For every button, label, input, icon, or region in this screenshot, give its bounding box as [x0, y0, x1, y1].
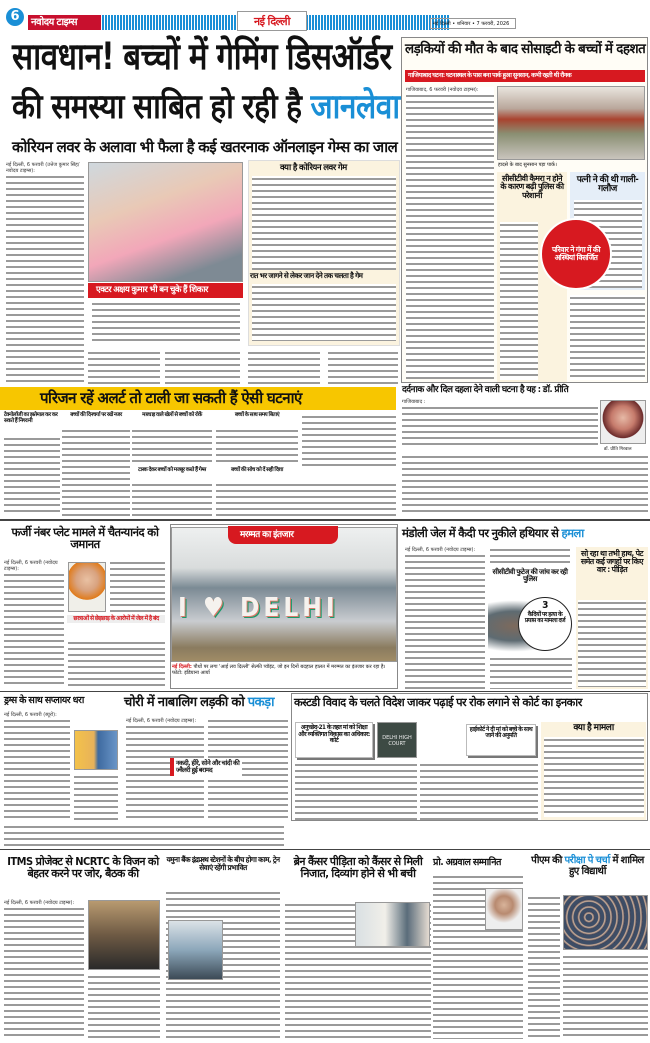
lead-box-text-2 — [252, 284, 396, 341]
drugs-body: नई दिल्ली, 6 फरवरी (ब्यूरो): — [4, 712, 70, 822]
repair-caption: नई दिल्ली: पौधों पर लगा 'आई लव दिल्ली' सेल्फी प्वॉइंट, जो इन दिनों बदहाल हालत में मरम्मत का इंतजार कर रहा है। फोटो: इंडियाना आर्या — [172, 664, 386, 676]
itms-body: नई दिल्ली, 6 फरवरी (नवोदय टाइम्स): — [4, 900, 84, 1039]
lead-subhead: कोरियन लवर के अलावा भी फैला है कई खतरनाक ऑनलाइन गेम्स का जाल — [12, 138, 398, 156]
ghaziabad-photo-caption: हादसे के बाद सुनसान पड़ा पार्क। — [498, 162, 557, 168]
repair-tag: मरम्मत का इंतजार — [228, 526, 338, 544]
lead-body-col1: नई दिल्ली, 6 फरवरी (उत्तेज कुमार सिंह/नवोदय टाइम्स): — [6, 162, 84, 384]
pm-body-2 — [563, 954, 648, 1039]
bail-photo-label: छात्राओं से छेड़छाड़ के आरोपों में जेल में है बंद — [67, 615, 165, 623]
bail-photo — [68, 562, 106, 612]
pm-body — [528, 895, 560, 1039]
drugs-headline: ड्रग्स के साथ सप्लायर धरा — [4, 695, 84, 706]
lead-lower-col4 — [216, 428, 298, 466]
masthead-logo: नवोदय टाइम्स — [28, 15, 101, 30]
itms-headline: ITMS प्रोजेक्ट से NCRTC के विजन को बेहतर करने पर जोर, बैठक की — [7, 855, 159, 880]
lead-subhead-2: बच्चों की दिनचर्या पर रखें नजर — [70, 412, 122, 418]
custody-headline: कस्टडी विवाद के चलते विदेश जाकर पढ़ाई पर रोक लगाने से कोर्ट का इनकार — [294, 696, 582, 709]
expert-headline: दर्दनाक और दिल दहला देने वाली घटना है यह : डॉ. प्रीति — [402, 385, 569, 395]
bail-body-1: नई दिल्ली, 6 फरवरी (नवोदय टाइम्स): — [4, 560, 64, 688]
pm-photo — [563, 895, 648, 950]
lead-lower-col6 — [302, 414, 396, 468]
itms-photo — [88, 900, 160, 970]
expert-photo-caption: डॉ. प्रीति गिरवाल — [604, 447, 632, 452]
lead-caption-text — [92, 301, 240, 341]
lead-subhead-5: बच्चों के साथ समय बिताएं — [234, 412, 280, 418]
custody-body-1 — [295, 762, 417, 820]
custody-box1: अनुच्छेद-21 के तहत मां को शिक्षा और व्यक्तिगत विकास का अधिकार: कोर्ट — [295, 722, 373, 758]
lead-lower-col5 — [216, 482, 396, 516]
repair-sign: I ♥ DELHI — [178, 593, 339, 623]
lead-lower-col3b — [132, 482, 212, 516]
ghaziabad-box2-title: पत्नी ने की थी गाली-गलौज — [576, 175, 639, 195]
lead-subhead-3: मारधाड़ वाले खेलों से बच्चों को रोकें — [142, 412, 202, 418]
lead-subhead-6: बच्चों की सोच को दें सही दिशा — [231, 467, 283, 473]
repair-frame — [170, 524, 398, 689]
ghaziabad-headline: लड़कियों की मौत के बाद सोसाइटी के बच्चों में दहशत — [405, 41, 646, 57]
divider-2 — [0, 691, 650, 692]
expert-body-2 — [402, 454, 648, 514]
header-dateline: नई दिल्ली • शनिवार • 7 फरवरी, 2026 — [430, 18, 516, 29]
cancer-headline: ब्रेन कैंसर पीड़िता को कैंसर से मिली निजात, दिव्यांग होने से भी बची — [293, 855, 423, 880]
bail-body-3 — [68, 640, 165, 688]
custody-box3-title: क्या है मामला — [573, 723, 614, 733]
lead-headline-1: सावधान! बच्चों में गेमिंग डिसऑर्डर — [12, 35, 392, 78]
lead-subhead-4: टास्क देकर बच्चों को मजबूर करते हैं गेम्स — [138, 467, 206, 473]
lead-body-col2 — [88, 350, 160, 384]
ghaziabad-strap: गाजियाबाद घटना: घटनास्थल के पास बना पार्क हुआ सुनसान, कभी रहती थी रौनक — [405, 70, 645, 82]
theft-body-1: नई दिल्ली, 6 फरवरी (नवोदय टाइम्स): — [126, 718, 204, 822]
pm-headline: पीएम की परीक्षा पे चर्चा में शामिल हुए विद्यार्थी — [531, 855, 644, 877]
lead-lower-col1 — [4, 436, 60, 516]
agrawal-photo — [485, 888, 523, 930]
ghaziabad-box1-text — [500, 222, 538, 380]
cancer-photo — [355, 902, 430, 947]
custody-body-2 — [420, 762, 538, 820]
lead-body-col5 — [328, 350, 398, 384]
custody-court-photo: DELHI HIGH COURT — [377, 722, 417, 758]
lead-box-title: क्या है कोरियन लवर गेम — [280, 163, 347, 173]
drugs-body-2 — [74, 774, 118, 822]
custody-box2: हाईकोर्ट ने दी मां को बच्चे के साथ जाने की अनुमति — [466, 724, 536, 756]
mandoli-subhead: सीसीटीवी फुटेज की जांच कर रही पुलिस — [492, 568, 568, 584]
agrawal-headline: प्रो. अग्रवाल सम्मानित — [433, 857, 501, 868]
itms-body-2 — [88, 974, 160, 1039]
lead-subhead-1: टेक्नोलॉजी का इस्तेमाल कर कर सकते हैं निगरानी — [4, 412, 58, 424]
theft-highlight: नकदी, हीरे, सोने और चांदी की ज्वैलरी हुई बरामद — [170, 758, 242, 776]
ghaziabad-park-photo — [497, 86, 645, 160]
lead-box-subtitle: रात भर जागने से लेकर जान देने तक चलता है गेम — [250, 271, 363, 280]
expert-body: गाजियाबाद : — [402, 399, 598, 447]
ghaziabad-body-2 — [570, 295, 645, 380]
lead-headline-2: की समस्या साबित हो रही है जानलेवा — [12, 87, 400, 127]
expert-photo — [600, 400, 646, 444]
mandoli-circle: 3 कैदियों पर हत्या के प्रयास का मामला दर्ज — [518, 597, 572, 651]
lead-photo-children-tablet — [88, 162, 243, 282]
yamuna-photo — [168, 920, 223, 980]
drugs-illustration — [74, 730, 118, 770]
section-divider — [0, 519, 650, 521]
bail-body-2 — [110, 560, 165, 612]
mandoli-quote: सो रहा था तभी हाथ, पेट समेत कई जगहों पर किए वार : पीड़ित — [580, 549, 644, 575]
mandoli-headline: मंडोली जेल में कैदी पर नुकीले हथियार से हमला — [402, 526, 584, 540]
ghaziabad-body: गाजियाबाद, 6 फरवरी (नवोदय टाइम्स): — [406, 87, 494, 379]
section-tab: नई दिल्ली — [237, 11, 307, 31]
lead-lower-col3 — [132, 428, 212, 466]
ghaziabad-box1-title: सीसीटीवी कैमरा न होने के कारण बढ़ी पुलिस की परेशानी — [500, 174, 564, 200]
theft-headline: चोरी में नाबालिग लड़की को पकड़ा — [124, 695, 274, 710]
lead-box-text — [252, 176, 396, 270]
yamuna-headline: यमुना बैंक इंद्रप्रस्थ स्टेशनों के बीच होगा काम, ट्रेन सेवाएं रहेंगी प्रभावित — [166, 855, 280, 872]
mandoli-body-2 — [490, 547, 570, 565]
lead-body-col4 — [248, 350, 320, 384]
mandoli-body-1: नई दिल्ली, 6 फरवरी (नवोदय टाइम्स): — [405, 547, 485, 689]
lead-banner: परिजन रहें अलर्ट तो टाली जा सकती हैं ऐसी घटनाएं — [0, 387, 396, 410]
custody-box3-text — [544, 737, 644, 817]
lead-lower-col2 — [62, 428, 130, 516]
ghaziabad-circle-callout: परिवार ने गंगा में की अस्थियां विसर्जित — [540, 218, 612, 290]
mandoli-quote-text — [578, 600, 646, 687]
lead-photo-caption: एक्टर अक्षय कुमार भी बन चुके हैं शिकार — [88, 283, 243, 298]
divider-3 — [0, 849, 650, 850]
page-number: 6 — [6, 8, 24, 26]
bail-headline: फर्जी नंबर प्लेट मामले में चैतन्यानंद को जमानत — [11, 525, 159, 552]
mandoli-body-3 — [490, 656, 572, 689]
lead-body-col3 — [165, 350, 240, 384]
filler-row — [4, 824, 284, 846]
